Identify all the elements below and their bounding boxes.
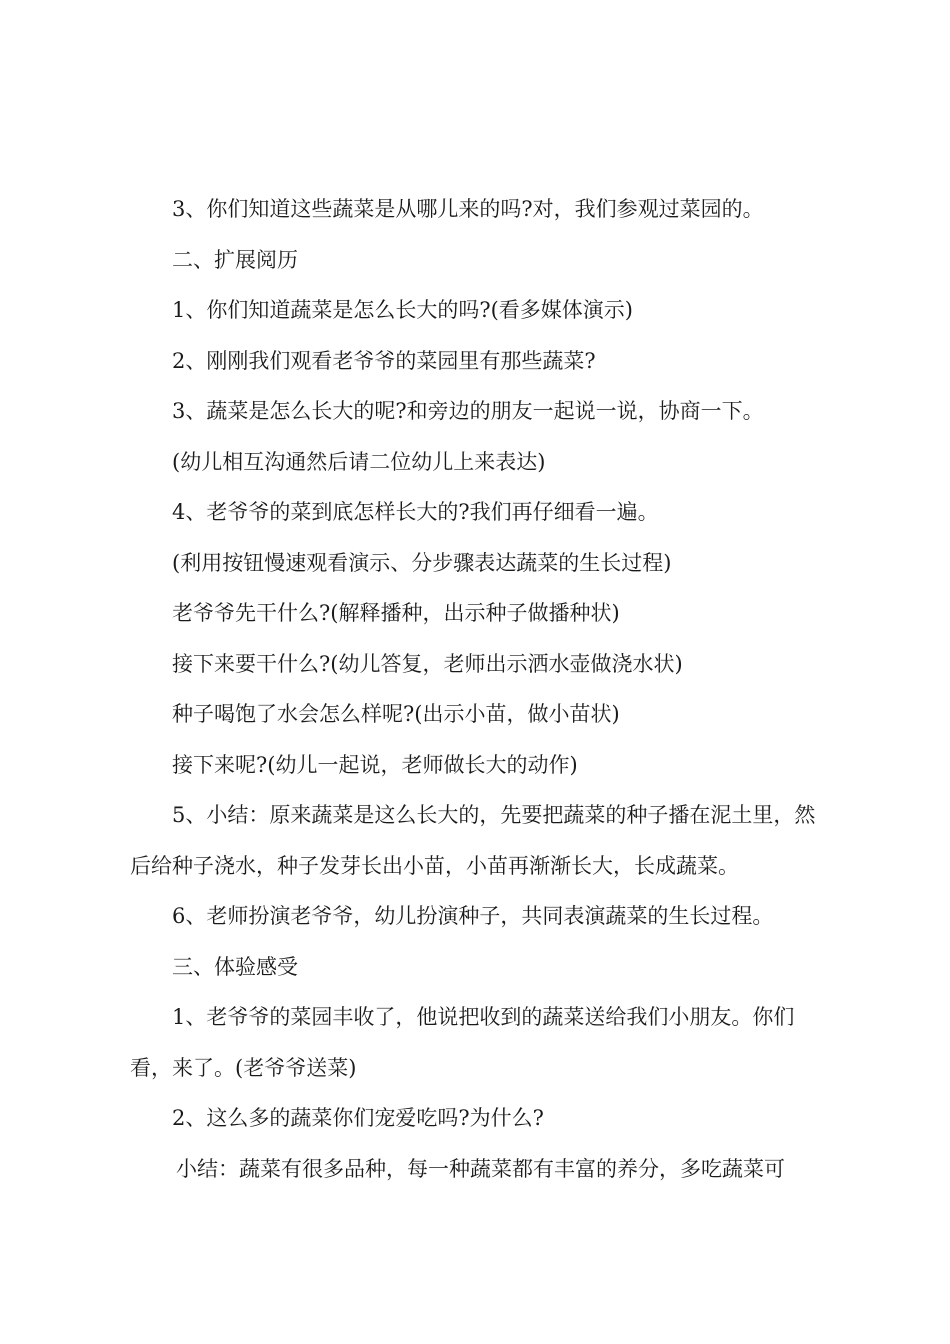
paragraph-note-1: (幼儿相互沟通然后请二位幼儿上来表达) bbox=[172, 449, 546, 474]
paragraph-item-5-summary: 5、小结：原来蔬菜是这么长大的，先要把蔬菜的种子播在泥土里，然后给种子浇水，种子发芽长出小苗，小苗再渐渐长大，长成蔬菜。 bbox=[130, 803, 816, 878]
paragraph-question-3: 3、你们知道这些蔬菜是从哪儿来的吗?对，我们参观过菜园的。 bbox=[172, 197, 764, 221]
paragraph-step-3: 种子喝饱了水会怎么样呢?(出示小苗，做小苗状) bbox=[172, 702, 620, 726]
section-heading-3: 三、体验感受 bbox=[172, 954, 298, 979]
paragraph-step-2: 接下来要干什么?(幼儿答复，老师出示洒水壶做浇水状) bbox=[172, 651, 683, 676]
paragraph-note-2: (利用按钮慢速观看演示、分步骤表达蔬菜的生长过程) bbox=[172, 550, 672, 575]
paragraph-item-4: 4、老爷爷的菜到底怎样长大的?我们再仔细看一遍。 bbox=[172, 500, 659, 524]
paragraph-final-summary: 小结：蔬菜有很多品种，每一种蔬菜都有丰富的养分，多吃蔬菜可 bbox=[176, 1156, 785, 1181]
paragraph-step-4: 接下来呢?(幼儿一起说，老师做长大的动作) bbox=[172, 752, 578, 777]
paragraph-item-2: 2、刚刚我们观看老爷爷的菜园里有那些蔬菜? bbox=[172, 348, 596, 373]
section-heading-2: 二、扩展阅历 bbox=[172, 247, 298, 272]
paragraph-item-1: 1、你们知道蔬菜是怎么长大的吗?(看多媒体演示) bbox=[172, 298, 634, 322]
paragraph-experience-2: 2、这么多的蔬菜你们宠爱吃吗?为什么? bbox=[172, 1106, 544, 1130]
paragraph-item-6: 6、老师扮演老爷爷，幼儿扮演种子，共同表演蔬菜的生长过程。 bbox=[172, 904, 774, 928]
paragraph-step-1: 老爷爷先干什么?(解释播种，出示种子做播种状) bbox=[172, 601, 620, 625]
paragraph-experience-1: 1、老爷爷的菜园丰收了，他说把收到的蔬菜送给我们小朋友。你们看，来了。(老爷爷送菜) bbox=[130, 1005, 795, 1080]
paragraph-item-3: 3、蔬菜是怎么长大的呢?和旁边的朋友一起说一说，协商一下。 bbox=[172, 399, 764, 423]
document-body bbox=[130, 184, 835, 1194]
